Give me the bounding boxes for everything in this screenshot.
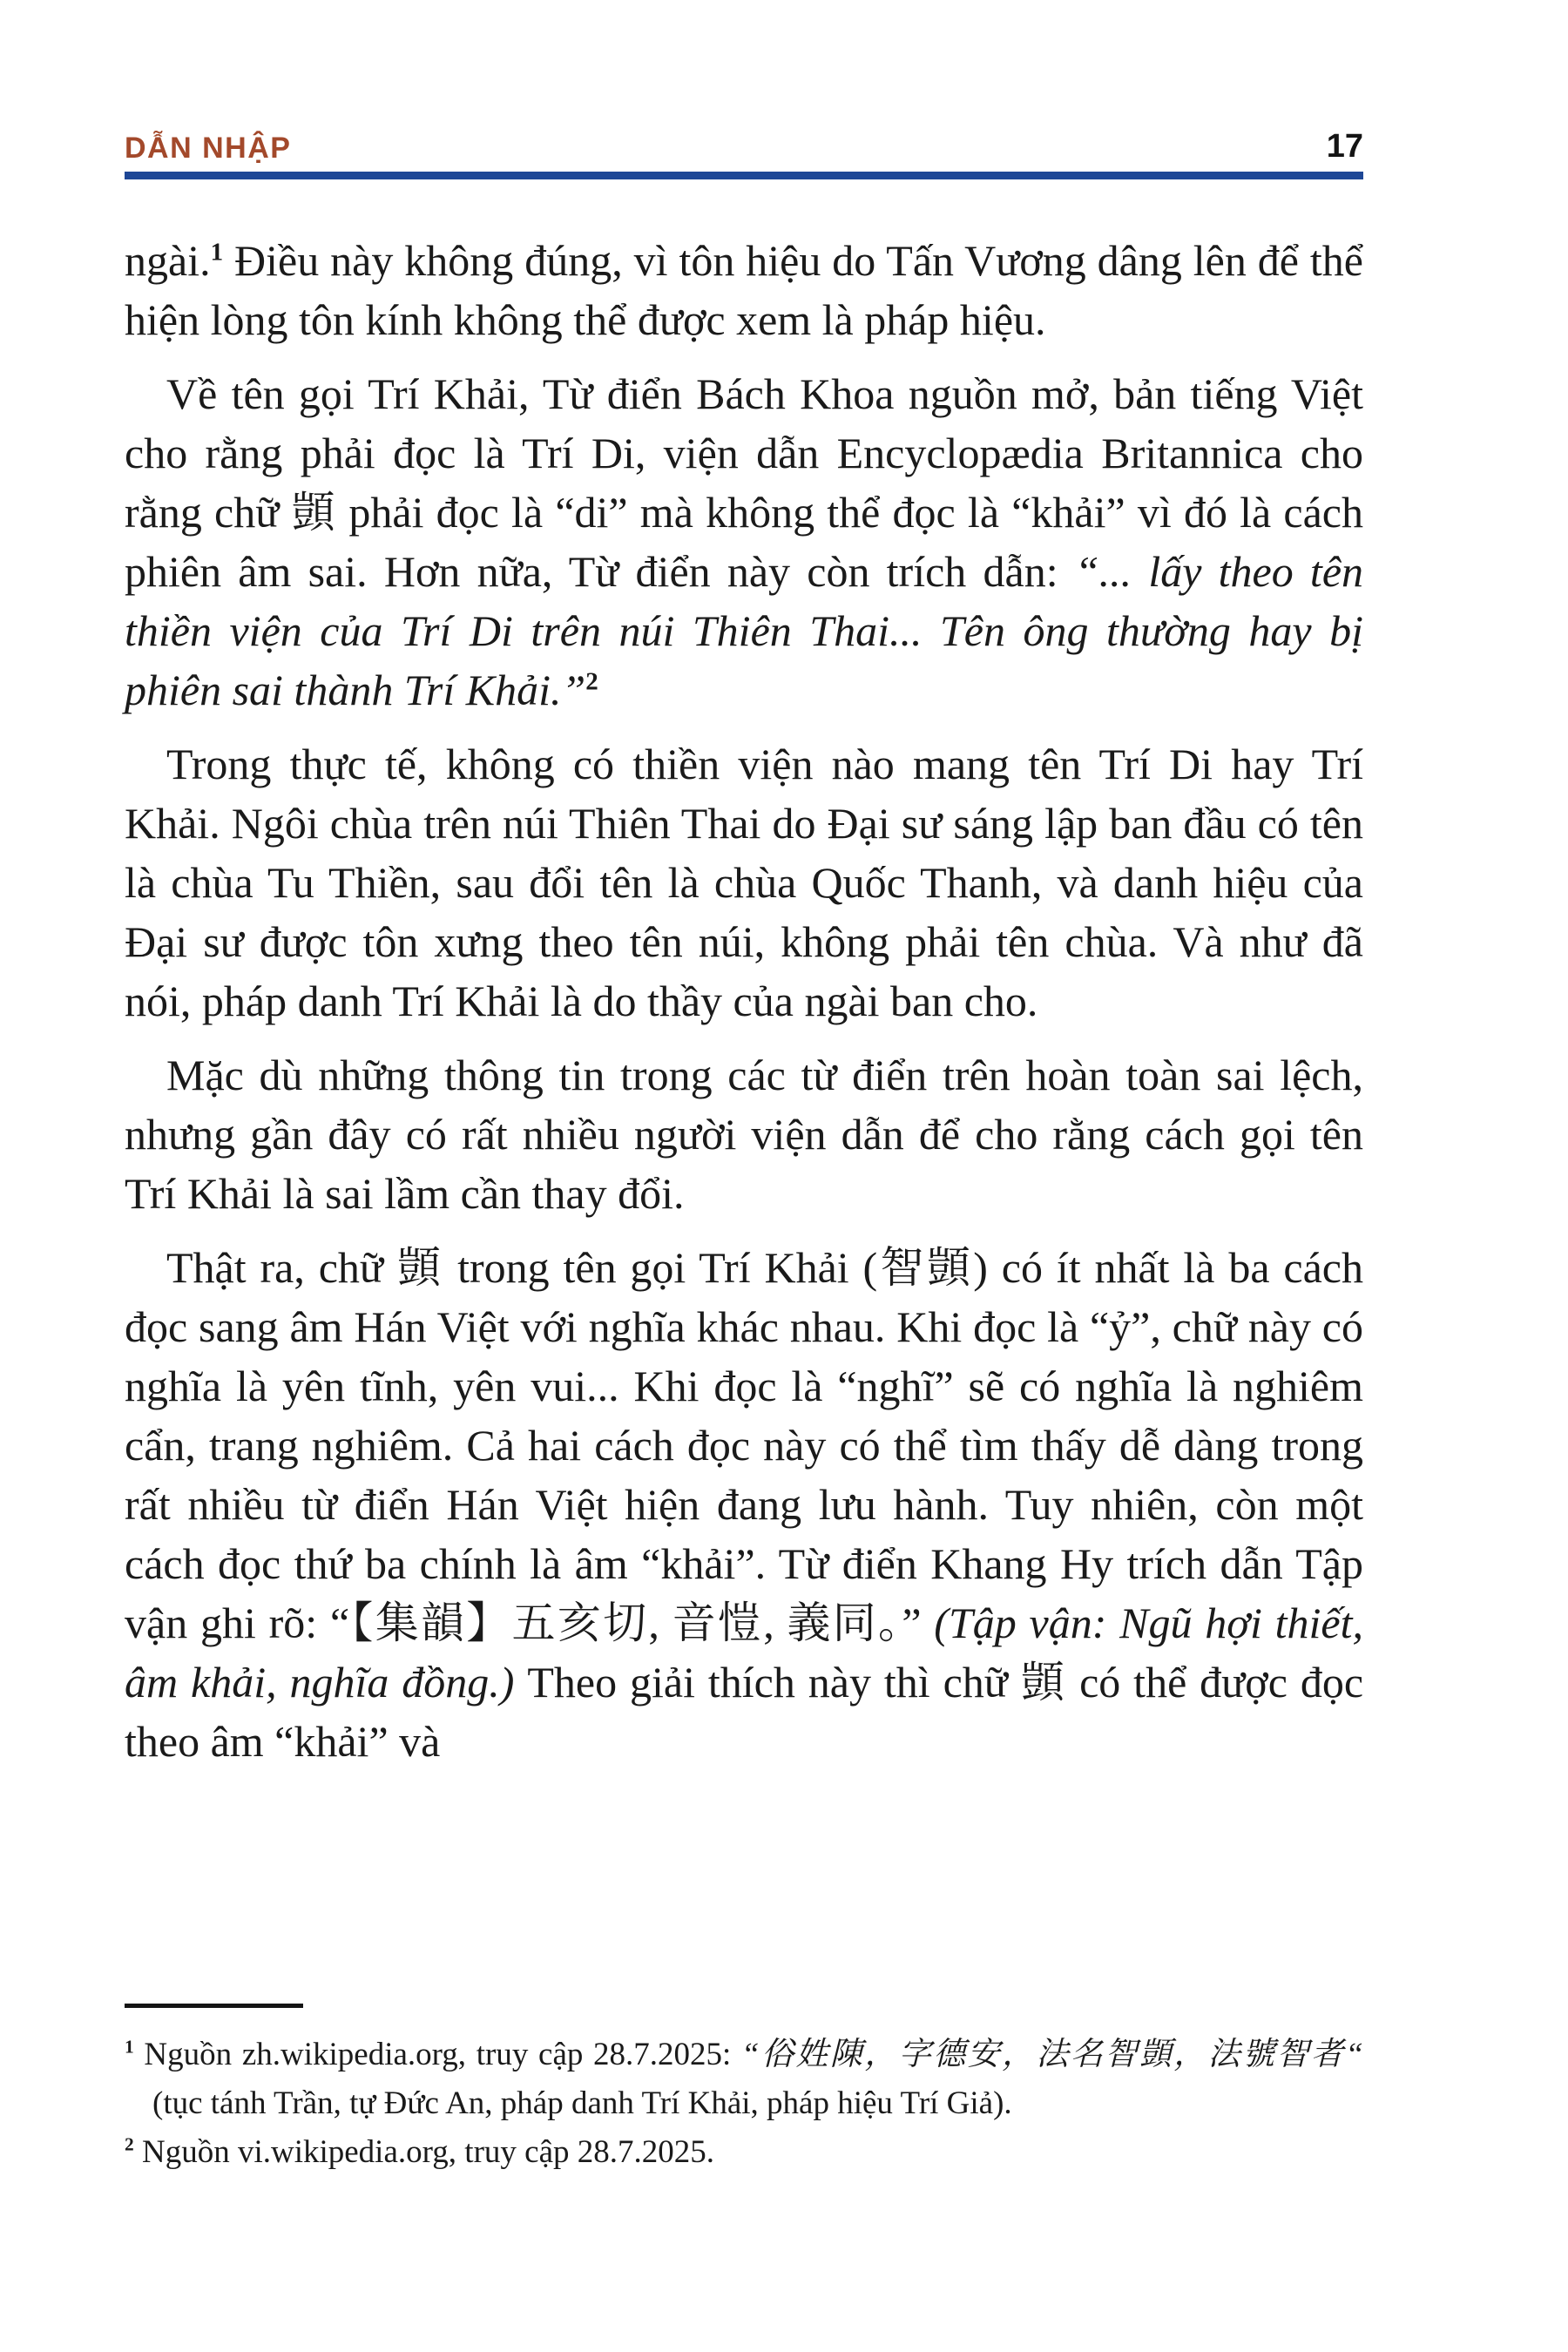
header-rule	[125, 172, 1363, 179]
section-title: DẪN NHẬP	[125, 132, 292, 165]
paragraph-2	[125, 364, 1363, 720]
text-run: Nguồn zh.wikipedia.org, truy cập 28.7.2025:	[133, 2037, 742, 2072]
text-run: (tục tánh Trần, tự Đức An, pháp danh Trí Khải, pháp hiệu Trí Giả).	[152, 2085, 1012, 2121]
footnote-1-marker: 1	[125, 2036, 134, 2058]
text-run: Theo giải thích này thì chữ 顗 có thể được đọc theo âm “khải” và	[125, 1658, 1364, 1766]
body-text	[125, 231, 1363, 1786]
text-run: Mặc dù những thông tin trong các từ điển trên hoàn toàn sai lệch, nhưng gần đây có rất nhiều người viện dẫn để cho rằng cách gọi tên Trí Khải là sai lầm cần thay đổi.	[125, 1051, 1363, 1218]
quote-run: “... lấy theo tên thiền viện của Trí Di trên núi Thiên Thai... Tên ông thường hay bị phiên sai thành Trí Khải.”	[125, 547, 1364, 714]
text-run: Nguồn vi.wikipedia.org, truy cập 28.7.2025.	[133, 2134, 714, 2170]
text-run: ngài.	[125, 236, 211, 285]
footnote-ref-1: 1	[210, 238, 224, 267]
paragraph-5	[125, 1238, 1363, 1771]
text-run: Điều này không đúng, vì tôn hiệu do Tấn Vương dâng lên để thể hiện lòng tôn kính không thể được xem là pháp hiệu.	[125, 236, 1363, 344]
paragraph-4	[125, 1045, 1363, 1223]
footnote-2-marker: 2	[125, 2133, 134, 2155]
paragraph-1	[125, 231, 1363, 349]
quote-run: (Tập vận: Ngũ hợi thiết, âm khải, nghĩa đồng.)	[125, 1598, 1364, 1707]
footnote-2	[125, 2128, 1363, 2177]
page-number: 17	[1326, 128, 1363, 165]
text-run: Về tên gọi Trí Khải, Từ điển Bách Khoa nguồn mở, bản tiếng Việt cho rằng phải đọc là Trí Di, viện dẫn Encyclopædia Britannica cho rằng chữ 顗 phải đọc là “di” mà không thể đọc là “khải” vì đó là cách phiên âm sai. Hơn nữa, Từ điển này còn trích dẫn:	[125, 369, 1363, 596]
text-run: Trong thực tế, không có thiền viện nào mang tên Trí Di hay Trí Khải. Ngôi chùa trên núi Thiên Thai do Đại sư sáng lập ban đầu có tên là chùa Tu Thiền, sau đổi tên là chùa Quốc Thanh, và danh hiệu của Đại sư được tôn xưng theo tên núi, không phải tên chùa. Và như đã nói, pháp danh Trí Khải là do thầy của ngài ban cho.	[125, 740, 1363, 1025]
footnote-1	[125, 2031, 1363, 2128]
footnote-ref-2: 2	[585, 667, 598, 696]
paragraph-3	[125, 734, 1363, 1031]
page-header	[125, 127, 1363, 166]
footnotes-section	[125, 2004, 1363, 2177]
text-run: Thật ra, chữ 顗 trong tên gọi Trí Khải (智顗) có ít nhất là ba cách đọc sang âm Hán Việt với nghĩa khác nhau. Khi đọc là “ỷ”, chữ này có nghĩa là yên tĩnh, yên vui... Khi đọc là “nghĩ” sẽ có nghĩa là nghiêm cẩn, trang nghiêm. Cả hai cách đọc này có thể tìm thấy dễ dàng trong rất nhiều từ điển Hán Việt hiện đang lưu hành. Tuy nhiên, còn một cách đọc thứ ba chính là âm “khải”. Từ điển Khang Hy trích dẫn Tập vận ghi rõ: “【集韻】五亥切, 音愷, 義同。”	[125, 1243, 1363, 1647]
footnote-separator	[125, 2004, 303, 2008]
chinese-quote-run: “俗姓陳，字德安，法名智顗，法號智者“	[741, 2037, 1363, 2072]
